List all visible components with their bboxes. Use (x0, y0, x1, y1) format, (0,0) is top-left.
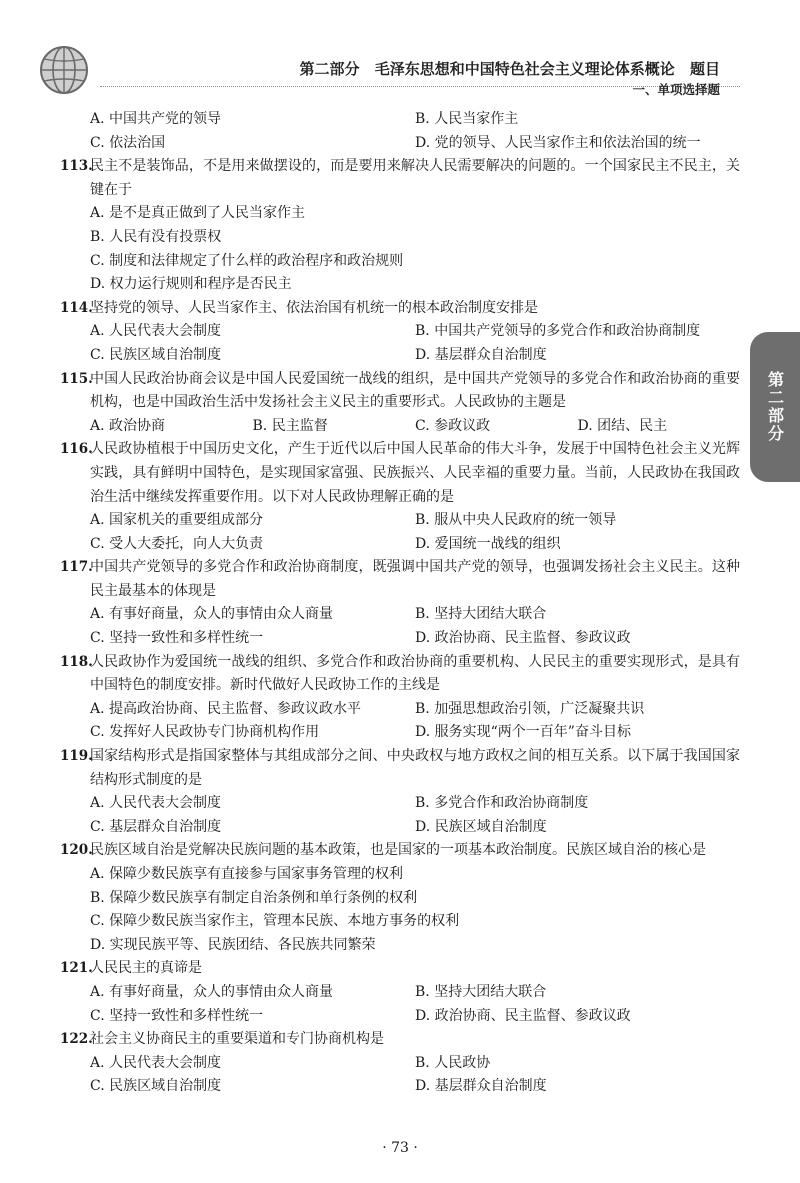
option: A. 有事好商量，众人的事情由众人商量 (90, 606, 334, 623)
question-number: 117. (60, 559, 93, 576)
option: A. 人民代表大会制度 (90, 795, 222, 812)
header-section: 题目 (689, 60, 720, 78)
option: D. 政治协商、民主监督、参政议政 (415, 630, 631, 647)
option: D. 党的领导、人民当家作主和依法治国的统一 (415, 134, 701, 151)
header-subtitle: 一、单项选择题 (632, 82, 720, 97)
question-number: 122. (60, 1031, 93, 1048)
option: C. 参政议政 (415, 417, 491, 434)
options (60, 415, 740, 439)
option: A. 人民代表大会制度 (90, 1054, 222, 1071)
option: B. 加强思想政治引领，广泛凝聚共识 (415, 700, 645, 717)
option: D. 爱国统一战线的组织 (415, 535, 561, 552)
options (60, 1052, 740, 1099)
question-117 (60, 556, 740, 603)
option: A. 国家机关的重要组成部分 (90, 512, 264, 529)
question-120 (60, 839, 740, 863)
question-text: 国家结构形式是指国家整体与其组成部分之间、中央政权与地方政权之间的相互关系。以下属于我国国家结构形式制度的是 (90, 748, 740, 788)
question-119 (60, 745, 740, 792)
option: C. 依法治国 (90, 134, 166, 151)
question-121 (60, 957, 740, 981)
header-part: 第二部分 (299, 60, 360, 78)
options (60, 981, 740, 1028)
option: A. 中国共产党的领导 (90, 111, 222, 127)
question-text: 社会主义协商民主的重要渠道和专门协商机构是 (90, 1031, 384, 1048)
options (60, 792, 740, 839)
header-title-text: 毛泽东思想和中国特色社会主义理论体系概论 (374, 60, 675, 78)
option: B. 坚持大团结大联合 (415, 606, 547, 623)
options (60, 698, 740, 745)
page-number: · 73 · (382, 1140, 418, 1156)
option: A. 是不是真正做到了人民当家作主 (90, 205, 306, 222)
running-header (299, 58, 720, 79)
prev-question-options (60, 108, 740, 155)
option: C. 坚持一致性和多样性统一 (90, 630, 264, 647)
question-number: 113. (60, 158, 93, 175)
option: B. 保障少数民族享有制定自治条例和单行条例的权利 (90, 889, 418, 906)
option: C. 坚持一致性和多样性统一 (90, 1007, 264, 1024)
side-tab: 第二部分 (750, 332, 800, 482)
question-text: 坚持党的领导、人民当家作主、依法治国有机统一的根本政治制度安排是 (90, 299, 538, 316)
option: D. 实现民族平等、民族团结、各民族共同繁荣 (90, 936, 376, 953)
question-122 (60, 1028, 740, 1052)
option: C. 民族区域自治制度 (90, 346, 222, 363)
option: C. 制度和法律规定了什么样的政治程序和政治规则 (90, 252, 404, 269)
question-number: 116. (60, 441, 93, 458)
question-number: 119. (60, 748, 93, 765)
option: C. 民族区域自治制度 (90, 1078, 222, 1095)
question-text: 民族区域自治是党解决民族问题的基本政策，也是国家的一项基本政治制度。民族区域自治的核心是 (90, 842, 706, 859)
option: D. 政治协商、民主监督、参政议政 (415, 1007, 631, 1024)
options (60, 603, 740, 650)
option: A. 政治协商 (90, 417, 166, 434)
question-text: 人民政协作为爱国统一战线的组织、多党合作和政治协商的重要机构、人民民主的重要实现形式，是具有中国特色的制度安排。新时代做好人民政协工作的主线是 (90, 653, 740, 694)
option: A. 保障少数民族享有直接参与国家事务管理的权利 (90, 866, 404, 882)
question-114 (60, 297, 740, 321)
option: B. 多党合作和政治协商制度 (415, 795, 589, 812)
options (60, 863, 740, 957)
option: A. 人民代表大会制度 (90, 323, 222, 340)
option: A. 提高政治协商、民主监督、参政议政水平 (90, 700, 362, 717)
option: D. 民族区域自治制度 (415, 818, 547, 835)
question-text: 中国共产党领导的多党合作和政治协商制度，既强调中国共产党的领导，也强调发扬社会主义民主。这种民主最基本的体现是 (90, 559, 740, 599)
option: B. 人民有没有投票权 (90, 228, 222, 245)
option: D. 基层群众自治制度 (415, 346, 547, 363)
question-text: 中国人民政治协商会议是中国人民爱国统一战线的组织，是中国共产党领导的多党合作和政治协商的重要机构，也是中国政治生活中发扬社会主义民主的重要形式。人民政协的主题是 (90, 370, 740, 411)
options (60, 202, 740, 296)
question-number: 114. (60, 299, 93, 316)
options (60, 509, 740, 556)
option: A. 有事好商量，众人的事情由众人商量 (90, 983, 334, 1000)
option: B. 服从中央人民政府的统一领导 (415, 512, 617, 529)
option: B. 坚持大团结大联合 (415, 983, 547, 1000)
option: B. 人民政协 (415, 1054, 491, 1071)
question-113 (60, 155, 740, 202)
question-content (60, 108, 740, 1099)
option: C. 基层群众自治制度 (90, 818, 222, 835)
question-text: 人民民主的真谛是 (90, 960, 202, 977)
question-text: 民主不是装饰品，不是用来做摆设的，而是要用来解决人民需要解决的问题的。一个国家民主不民主，关键在于 (90, 158, 740, 198)
option: C. 受人大委托，向人大负责 (90, 535, 264, 552)
option: D. 基层群众自治制度 (415, 1078, 547, 1095)
globe-logo-icon (38, 44, 90, 96)
option: B. 民主监督 (252, 417, 328, 434)
option: C. 保障少数民族当家作主，管理本民族、本地方事务的权利 (90, 913, 460, 930)
question-number: 118. (60, 653, 93, 670)
question-number: 120. (60, 842, 93, 859)
option: D. 团结、民主 (577, 417, 668, 434)
question-text: 人民政协植根于中国历史文化，产生于近代以后中国人民革命的伟大斗争，发展于中国特色社会主义光辉实践，具有鲜明中国特色，是实现国家富强、民族振兴、人民幸福的重要力量。当前，人民政协在我国政治生活中继续发挥重要作用。以下对人民政协理解正确的是 (90, 441, 740, 505)
question-116 (60, 438, 740, 509)
option: B. 中国共产党领导的多党合作和政治协商制度 (415, 323, 701, 340)
option: B. 人民当家作主 (415, 111, 519, 127)
question-118 (60, 651, 740, 698)
option: D. 权力运行规则和程序是否民主 (90, 276, 292, 293)
question-number: 115. (60, 370, 93, 387)
question-115 (60, 368, 740, 415)
option: D. 服务实现“两个一百年”奋斗目标 (415, 724, 631, 741)
question-number: 121. (60, 960, 93, 977)
options (60, 320, 740, 367)
option: C. 发挥好人民政协专门协商机构作用 (90, 724, 320, 741)
